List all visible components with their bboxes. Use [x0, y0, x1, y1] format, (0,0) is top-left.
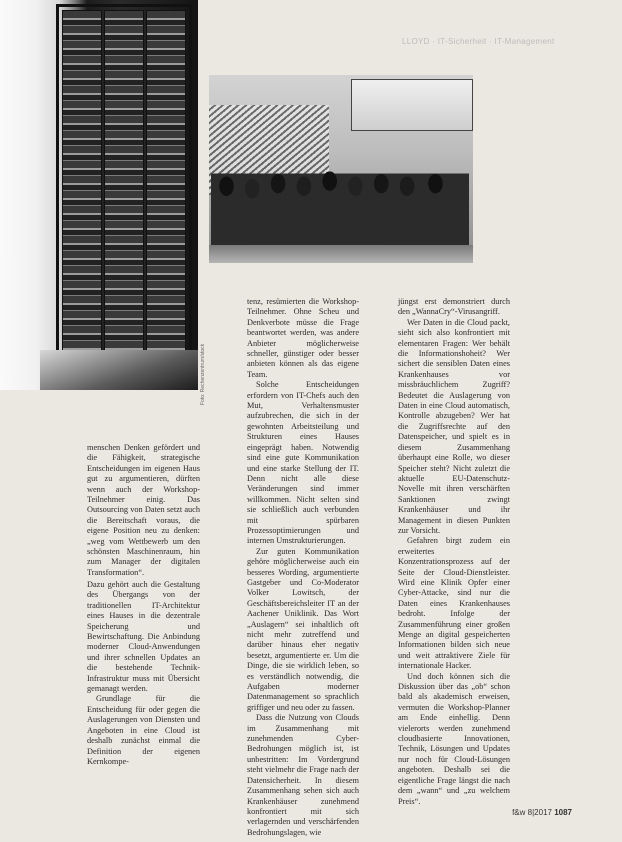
text-column-left-bottom [87, 580, 200, 767]
text-column-middle [247, 297, 359, 838]
paragraph: Wer Daten in die Cloud packt, sieht sich also konfrontiert mit elementaren Fragen: Wer behält die Informationshoheit? Wer sichert die sensiblen Daten eines Krankenhauses vor missbräuchlichem Zugriff? Bedeutet die Auslagerung von Daten in eine Cloud automatisch, Kontrolle abzugeben? Wer hat die Zugriffsrechte auf den Datenspeicher, und spielt es in diesem Zusammenhang überhaupt eine Rolle, wo dieser Speicher steht? Nicht zuletzt die aktuelle EU-Datenschutz-Novelle mit ihren verschärften Sanktionen zwingt Krankenhäuser und ihr Management in diesen Punkten zur Vorsicht. [398, 317, 510, 535]
page-footer [492, 808, 572, 817]
photo-people [211, 135, 469, 263]
paragraph: Solche Entscheidungen erfordern von IT-Chefs auch den Mut, Verhaltensmuster aufzubrechen, die sich in der gewohnten Arbeitsteilung und Strukturen eines Hauses eingeprägt haben. Notwendig sind eine gute Kommunikation und eine starke Stellung der IT. Denn nicht alle diese Veränderungen sind immer willkommen. Nicht selten sind sie schließlich auch verbunden mit spürbaren Prozessoptimierungen und internen Umstrukturierungen. [247, 380, 359, 546]
text-column-left-top [87, 443, 200, 578]
page-number: 1087 [554, 808, 572, 817]
paragraph: menschen Denken gefördert und die Fähigkeit, strategische Entscheidungen im eigenen Haus gut zu argumentieren, dürften wenn auch der Workshop-Teilnehmer einig. Das Outsourcing von Daten setzt auch die Bereitschaft voraus, die eigene Position neu zu denken: „weg vom Wettbewerb um den schönsten Maschinenraum, hin zum Manager der digitalen Transformation“. [87, 443, 200, 577]
paragraph: Und doch können sich die Diskussion über das „ob“ schon bald als akademisch erweisen, vermuten die Workshop-Planner am Ende einhellig. Denn vielerorts werden zunehmend cloudbasierte Innovationen, Technik, Lösungen und Updates nur noch für Cloud-Lösungen angeboten. Deshalb sei die eigentliche Frage längst die nach dem „wann“ und „zu welchem Preis“. [398, 671, 510, 806]
group-photo [209, 75, 473, 263]
rack-column [146, 10, 186, 372]
photo-credit: Foto: Rechenzentrum/stock [200, 343, 206, 405]
photo-floor [209, 245, 473, 263]
paragraph: Dass die Nutzung von Clouds im Zusammenhang mit zunehmenden Cyber-Bedrohungen möglich ist, ist unbestritten: Im Vordergrund steht vielmehr die Frage nach der Datensicherheit. In diesem Zusammenhang sehen sich auch Krankenhäuser zunehmend konfrontiert mit sich verlagernden und verschärfenden Bedrohungslagen, wie [247, 713, 359, 837]
rack-floor [40, 350, 198, 390]
paragraph: Dazu gehört auch die Gestaltung des Übergangs von der traditionellen IT-Architektur eines Hauses in die dezentrale Speicherung und Bewirtschaftung. Die Anbindung moderner Cloud-Anwendungen und ihrer schnellen Updates an die bestehende Technik-Infrastruktur muss mit Übersicht gemanagt werden. [87, 580, 200, 694]
rack-column [104, 10, 144, 372]
rack-column [62, 10, 102, 372]
paragraph: Zur guten Kommunikation gehöre möglicherweise auch ein besseres Wording, argumentierte Gastgeber und Co-Moderator Volker Lowitsch, der Geschäftsbereichsleiter IT an der Aachener Uniklinik. Das Wort „Auslagern“ sei inhaltlich oft nicht mehr zutreffend und darüber hinaus eher negativ besetzt, argumentierte er. Um die Dinge, die sie wirklich leben, so es verständlich notwendig, die Aufgaben moderner Datenmanagement so sprachlich griffiger und neu oder zu fassen. [247, 546, 359, 712]
paragraph: Gefahren birgt zudem ein erweitertes Konzentrationsprozess auf der Seite der Cloud-Dienstleister. Wird eine Klinik Opfer einer Cyber-Attacke, sind nur die Daten eines Krankenhauses bedroht. Infolge der Zusammenführung einer großen Menge an digital gespeicherten Informationen bilden sich neue und weit attraktivere Ziele für internationale Hacker. [398, 536, 510, 671]
photo-wall [351, 79, 473, 131]
running-header: LLOYD · IT-Sicherheit · IT-Management [402, 37, 555, 46]
paragraph: Grundlage für die Entscheidung für oder gegen die Auslagerungen von Diensten und Angeboten in eine Cloud ist deshalb zunächst einmal die Definition der eigenen Kernkompe- [87, 694, 200, 766]
paragraph: jüngst erst demonstriert durch den „WannaCry“-Virusangriff. [398, 297, 510, 317]
paragraph: tenz, resümierten die Workshop-Teilnehmer. Ohne Scheu und Denkverbote müsse die Frage beantwortet werden, was andere Anbieter möglicherweise schneller, günstiger oder besser anbieten können als das eigene Team. [247, 297, 359, 379]
issue: 8|2017 [527, 808, 552, 817]
magazine-name: f&w [512, 808, 526, 817]
text-column-right [398, 297, 510, 807]
server-rack-photo [0, 0, 198, 390]
